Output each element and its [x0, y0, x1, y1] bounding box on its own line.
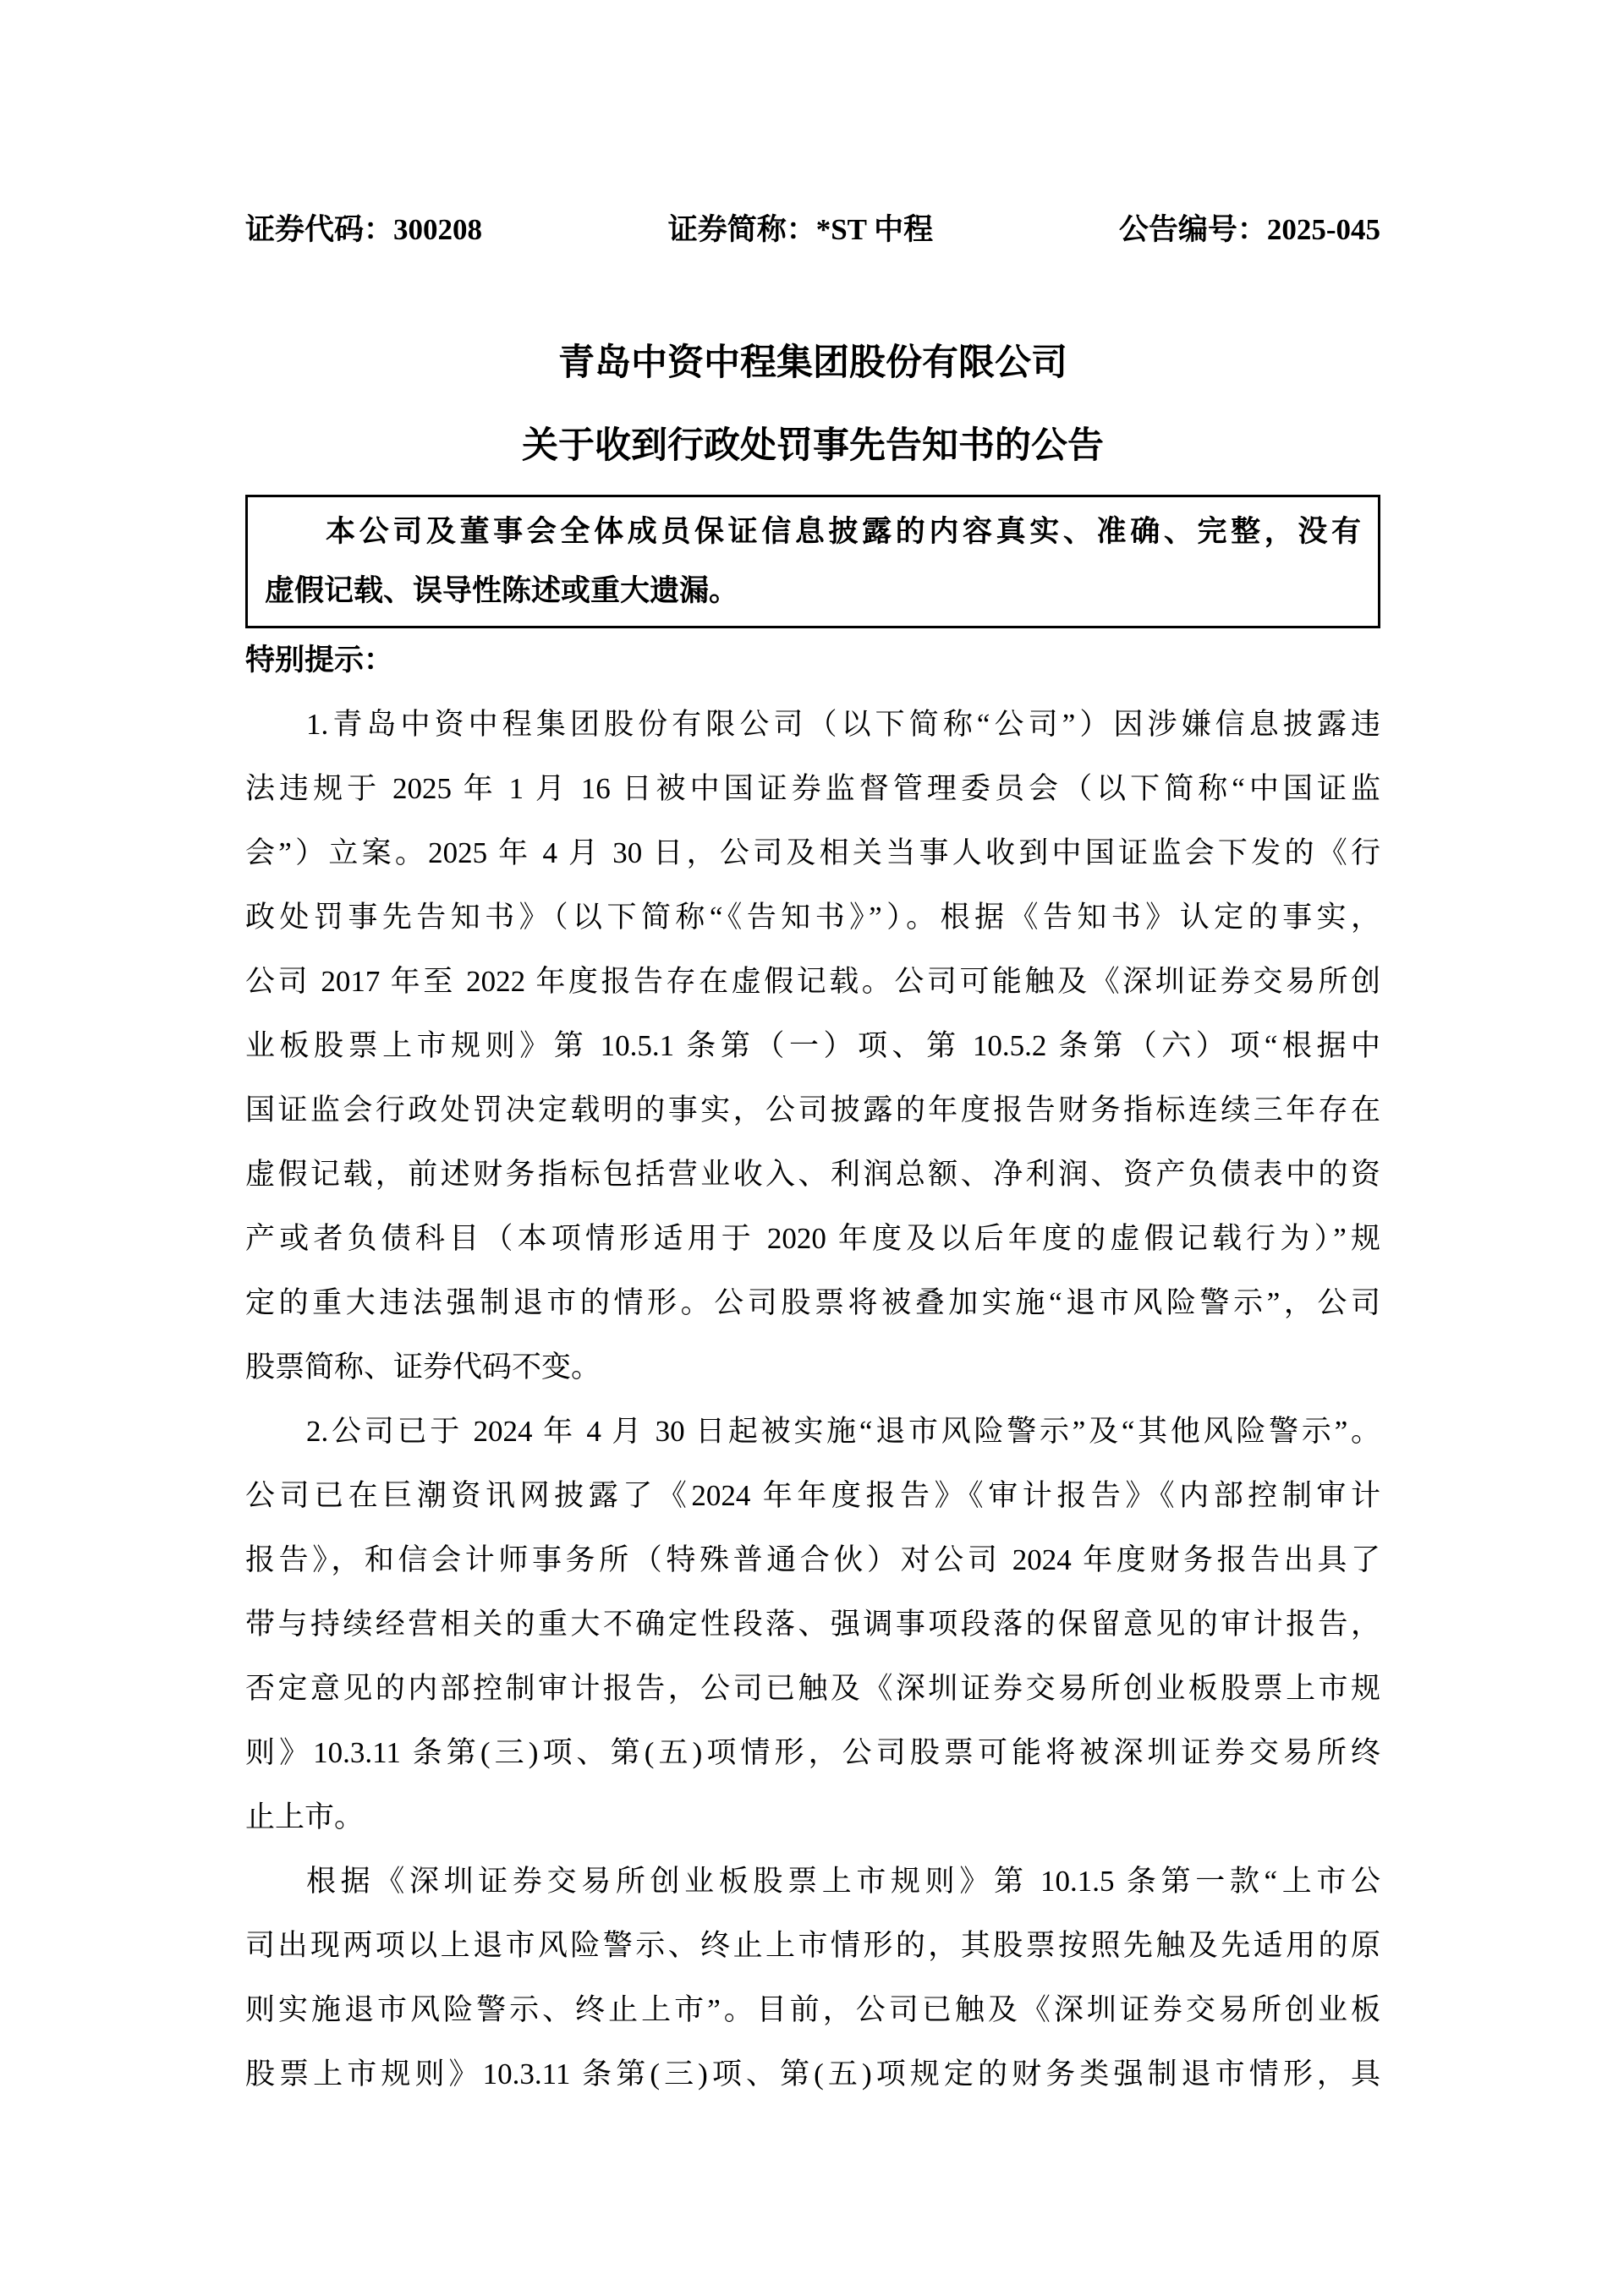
text-line: 则》10.3.11 条第(三)项、第(五)项情形，公司股票可能将被深圳证券交易所终: [245, 1736, 1380, 1769]
text-line: 股票简称、证券代码不变。: [245, 1351, 601, 1384]
text-line: 司出现两项以上退市风险警示、终止上市情形的，其股票按照先触及先适用的原: [245, 1929, 1380, 1962]
text-line: 法违规于 2025 年 1 月 16 日被中国证券监督管理委员会（以下简称“中国证监: [245, 772, 1380, 805]
announcement-title: 关于收到行政处罚事先告知书的公告: [522, 426, 1104, 466]
special-notice-label: 特别提示：: [245, 644, 394, 677]
stock-code-label: 证券代码：300208: [245, 213, 483, 246]
text-line: 会”）立案。2025 年 4 月 30 日，公司及相关当事人收到中国证监会下发的《行: [245, 836, 1380, 869]
text-line: 1.青岛中资中程集团股份有限公司（以下简称“公司”）因涉嫌信息披露违: [306, 708, 1380, 741]
stock-name-label: 证券简称：*ST 中程: [667, 213, 934, 246]
paragraph: [245, 1849, 1380, 2107]
text-line: 根据《深圳证券交易所创业板股票上市规则》第 10.1.5 条第一款“上市公: [306, 1865, 1380, 1898]
text-line: 股票上市规则》10.3.11 条第(三)项、第(五)项规定的财务类强制退市情形，具: [245, 2058, 1380, 2091]
text-line: 虚假记载，前述财务指标包括营业收入、利润总额、净利润、资产负债表中的资: [245, 1158, 1380, 1191]
body-text: [245, 693, 1380, 2107]
text-line: 2.公司已于 2024 年 4 月 30 日起被实施“退市风险警示”及“其他风险警示”。: [306, 1415, 1380, 1448]
text-line: 定的重大违法强制退市的情形。公司股票将被叠加实施“退市风险警示”，公司: [245, 1286, 1380, 1319]
text-line: 虚假记载、误导性陈述或重大遗漏。: [265, 574, 739, 607]
company-title: 青岛中资中程集团股份有限公司: [558, 343, 1067, 383]
declaration-box: [245, 495, 1380, 628]
text-line: 否定意见的内部控制审计报告，公司已触及《深圳证券交易所创业板股票上市规: [245, 1672, 1380, 1705]
announcement-number-label: 公告编号：2025-045: [1118, 213, 1380, 246]
paragraph: [245, 693, 1380, 1400]
text-line: 政处罚事先告知书》（以下简称“《告知书》”）。根据《告知书》认定的事实，: [245, 901, 1380, 934]
text-line: 带与持续经营相关的重大不确定性段落、强调事项段落的保留意见的审计报告，: [245, 1608, 1380, 1641]
document-header: [245, 203, 1380, 257]
text-line: 产或者负债科目（本项情形适用于 2020 年度及以后年度的虚假记载行为）”规: [245, 1222, 1380, 1255]
page-content: [245, 0, 1380, 2107]
text-line: 则实施退市风险警示、终止上市”。目前，公司已触及《深圳证券交易所创业板: [245, 1993, 1380, 2026]
text-line: 业板股票上市规则》第 10.5.1 条第（一）项、第 10.5.2 条第（六）项“根据中: [245, 1029, 1380, 1062]
text-line: 本公司及董事会全体成员保证信息披露的内容真实、准确、完整，没有: [326, 515, 1361, 548]
text-line: 国证监会行政处罚决定载明的事实，公司披露的年度报告财务指标连续三年存在: [245, 1093, 1380, 1126]
text-line: 止上市。: [245, 1800, 365, 1833]
text-line: 报告》，和信会计师事务所（特殊普通合伙）对公司 2024 年度财务报告出具了: [245, 1543, 1380, 1576]
text-line: 公司已在巨潮资讯网披露了《2024 年年度报告》《审计报告》《内部控制审计: [245, 1479, 1380, 1512]
paragraph: [245, 1400, 1380, 1849]
text-line: 公司 2017 年至 2022 年度报告存在虚假记载。公司可能触及《深圳证券交易所创: [245, 965, 1380, 998]
